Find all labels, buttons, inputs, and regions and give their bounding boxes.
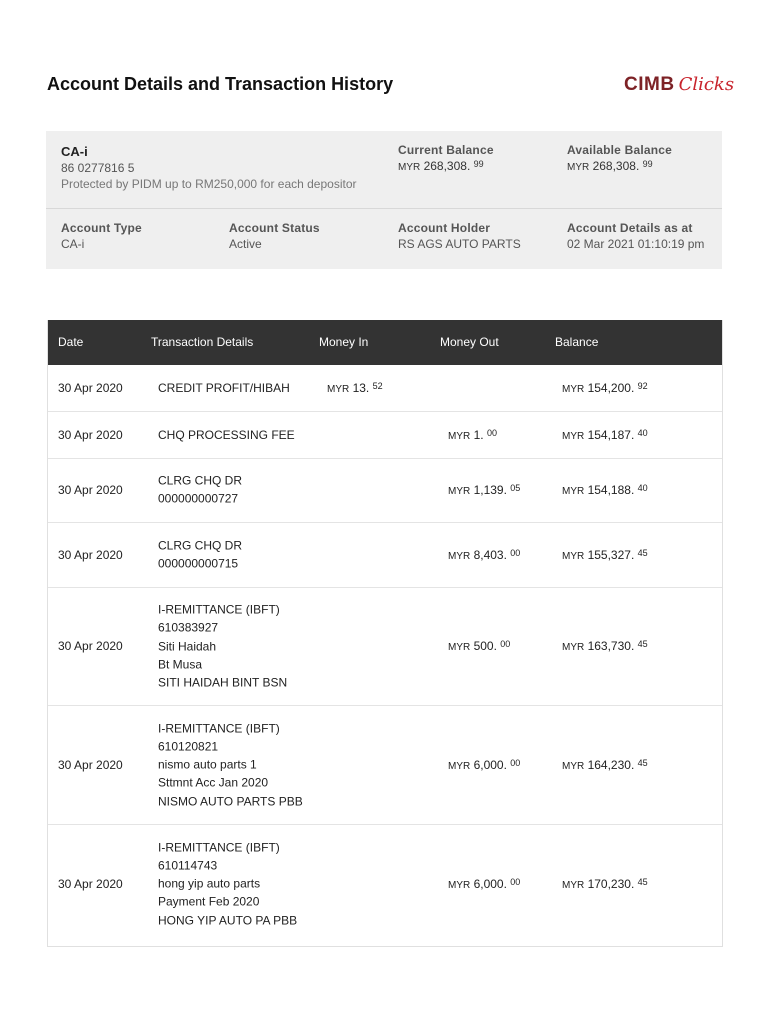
row-details bbox=[158, 425, 295, 443]
current-balance-amount: MYR 268,308. $^{99}$ bbox=[398, 159, 484, 173]
detail-line: I-REMITTANCE (IBFT) bbox=[158, 839, 280, 854]
row-details bbox=[158, 838, 297, 929]
column-header-money-in: Money In bbox=[319, 335, 369, 349]
column-header-details: Transaction Details bbox=[151, 335, 254, 349]
row-money-out: MYR 6,000. $^{00}$ bbox=[448, 876, 521, 891]
row-details bbox=[158, 472, 242, 509]
detail-line: 610114743 bbox=[158, 858, 218, 873]
detail-line: CREDIT PROFIT/HIBAH bbox=[158, 380, 290, 395]
detail-line: CHQ PROCESSING FEE bbox=[158, 427, 295, 442]
transaction-table bbox=[47, 320, 723, 947]
detail-line: HONG YIP AUTO PA PBB bbox=[158, 912, 298, 927]
table-row bbox=[48, 522, 722, 588]
table-row bbox=[48, 824, 722, 943]
table-row bbox=[48, 458, 722, 523]
row-date: 30 Apr 2020 bbox=[58, 381, 123, 395]
account-details-as-at: Account Details as at 02 Mar 2021 01:10:19 pm bbox=[567, 221, 705, 251]
current-balance bbox=[398, 143, 494, 173]
account-summary-panel bbox=[46, 131, 722, 269]
account-identity bbox=[61, 144, 357, 191]
row-details bbox=[158, 379, 290, 397]
pidm-note: Protected by PIDM up to RM250,000 for each depositor bbox=[61, 177, 357, 191]
row-money-out: MYR 6,000. $^{00}$ bbox=[448, 757, 521, 772]
row-balance: MYR 155,327. $^{45}$ bbox=[562, 547, 648, 562]
detail-line: 000000000715 bbox=[158, 556, 239, 571]
detail-line: SITI HAIDAH BINT BSN bbox=[158, 675, 288, 690]
account-name: CA-i bbox=[61, 144, 88, 159]
detail-line: CLRG CHQ DR bbox=[158, 473, 243, 488]
available-balance bbox=[567, 143, 672, 173]
cimb-clicks-logo bbox=[624, 74, 734, 96]
available-balance-label: Available Balance bbox=[567, 143, 673, 157]
current-balance-label: Current Balance bbox=[398, 143, 494, 157]
row-date: 30 Apr 2020 bbox=[58, 547, 123, 562]
row-balance: MYR 164,230. $^{45}$ bbox=[562, 757, 648, 772]
table-row bbox=[48, 587, 722, 706]
table-row bbox=[48, 365, 722, 412]
detail-line: Payment Feb 2020 bbox=[158, 894, 260, 909]
table-header bbox=[48, 320, 722, 365]
row-balance: MYR 163,730. $^{45}$ bbox=[562, 639, 648, 653]
column-header-date: Date bbox=[58, 335, 84, 349]
detail-line: I-REMITTANCE (IBFT) bbox=[158, 720, 280, 735]
row-money-out: MYR 500. $^{00}$ bbox=[448, 639, 511, 653]
detail-line: 610383927 bbox=[158, 620, 219, 635]
detail-line: Bt Musa bbox=[158, 657, 203, 672]
table-row bbox=[48, 411, 722, 459]
detail-line: I-REMITTANCE (IBFT) bbox=[158, 602, 280, 617]
row-balance: MYR 154,187. $^{40}$ bbox=[562, 427, 648, 442]
table-row bbox=[48, 705, 722, 825]
row-date: 30 Apr 2020 bbox=[58, 757, 123, 772]
detail-line: 000000000727 bbox=[158, 492, 239, 506]
row-date: 30 Apr 2020 bbox=[58, 876, 123, 891]
row-money-out: MYR 1. $^{00}$ bbox=[448, 427, 497, 442]
account-status: Account Status Active bbox=[229, 221, 320, 251]
detail-line: nismo auto parts 1 bbox=[158, 757, 257, 772]
detail-line: Sttmnt Acc Jan 2020 bbox=[158, 775, 269, 790]
row-details bbox=[158, 600, 287, 691]
logo-sub-text: Clicks bbox=[678, 74, 735, 95]
detail-line: CLRG CHQ DR bbox=[158, 538, 243, 553]
page-title: Account Details and Transaction History bbox=[47, 74, 394, 94]
summary-divider bbox=[46, 208, 722, 209]
column-header-money-out: Money Out bbox=[440, 335, 499, 349]
row-date: 30 Apr 2020 bbox=[58, 639, 123, 653]
row-money-out: MYR 1,139. $^{05}$ bbox=[448, 483, 521, 497]
row-money-out: MYR 8,403. $^{00}$ bbox=[448, 547, 521, 562]
account-type: Account Type CA-i bbox=[61, 221, 142, 251]
column-header-balance: Balance bbox=[555, 335, 599, 349]
detail-line: Siti Haidah bbox=[158, 638, 217, 653]
account-number: 86 0277816 5 bbox=[61, 161, 135, 175]
logo-main-text: CIMB bbox=[624, 74, 675, 95]
row-balance: MYR 154,200. $^{92}$ bbox=[562, 381, 648, 395]
row-balance: MYR 154,188. $^{40}$ bbox=[562, 483, 648, 497]
row-money-in: MYR 13. $^{52}$ bbox=[327, 381, 383, 395]
detail-line: 610120821 bbox=[158, 739, 219, 754]
row-details bbox=[158, 536, 242, 573]
available-balance-amount: MYR 268,308. $^{99}$ bbox=[567, 159, 653, 173]
row-date: 30 Apr 2020 bbox=[58, 483, 123, 497]
row-details bbox=[158, 719, 303, 810]
account-holder: Account Holder RS AGS AUTO PARTS bbox=[398, 221, 521, 251]
detail-line: hong yip auto parts bbox=[158, 876, 261, 891]
row-date: 30 Apr 2020 bbox=[58, 427, 123, 442]
row-balance: MYR 170,230. $^{45}$ bbox=[562, 876, 648, 891]
detail-line: NISMO AUTO PARTS PBB bbox=[158, 793, 303, 808]
